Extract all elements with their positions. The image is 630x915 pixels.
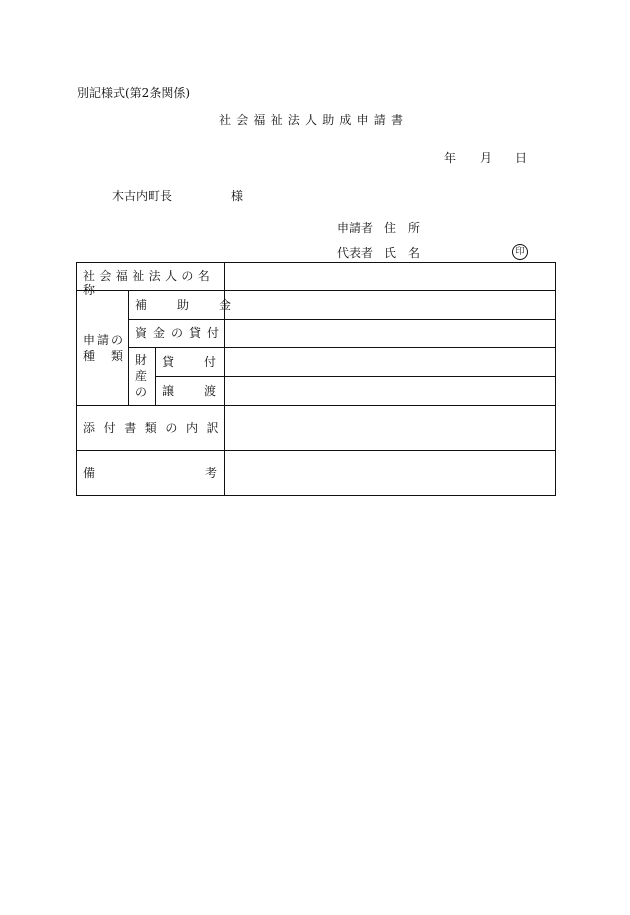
- address-label-2: 所: [408, 221, 421, 235]
- attachments-label: 添付書類の内訳: [83, 421, 228, 435]
- form-reference: 別記様式(第2条関係): [77, 86, 190, 100]
- remarks-label: 備考: [83, 466, 328, 480]
- addressee: 木古内町長: [112, 189, 173, 203]
- date-month-label: 月: [480, 151, 493, 165]
- org-name-text: 社会福祉法人の名称: [83, 269, 215, 297]
- document-title: 社会福祉法人助成申請書: [219, 113, 409, 127]
- honorific: 様: [231, 189, 244, 203]
- app-type-label-2: 種 類: [83, 349, 126, 363]
- loan-label: 資金の貸付: [135, 326, 226, 340]
- name-label-1: 氏: [384, 246, 397, 260]
- date-year-label: 年: [444, 151, 457, 165]
- date-day-label: 日: [515, 151, 528, 165]
- address-label-1: 住: [384, 221, 397, 235]
- transfer-label: 譲渡: [162, 384, 247, 398]
- property-label: 財 産 の: [134, 353, 147, 399]
- lending-label: 貸付: [162, 355, 247, 369]
- org-name-label: [83, 269, 217, 297]
- subsidy-label: 補助金: [135, 298, 262, 312]
- applicant-label: 申請者: [337, 221, 374, 235]
- name-label-2: 名: [408, 246, 421, 260]
- seal-mark-icon: 印: [512, 244, 528, 260]
- representative-label: 代表者: [337, 246, 374, 260]
- app-type-label-1: 申請の: [83, 333, 126, 347]
